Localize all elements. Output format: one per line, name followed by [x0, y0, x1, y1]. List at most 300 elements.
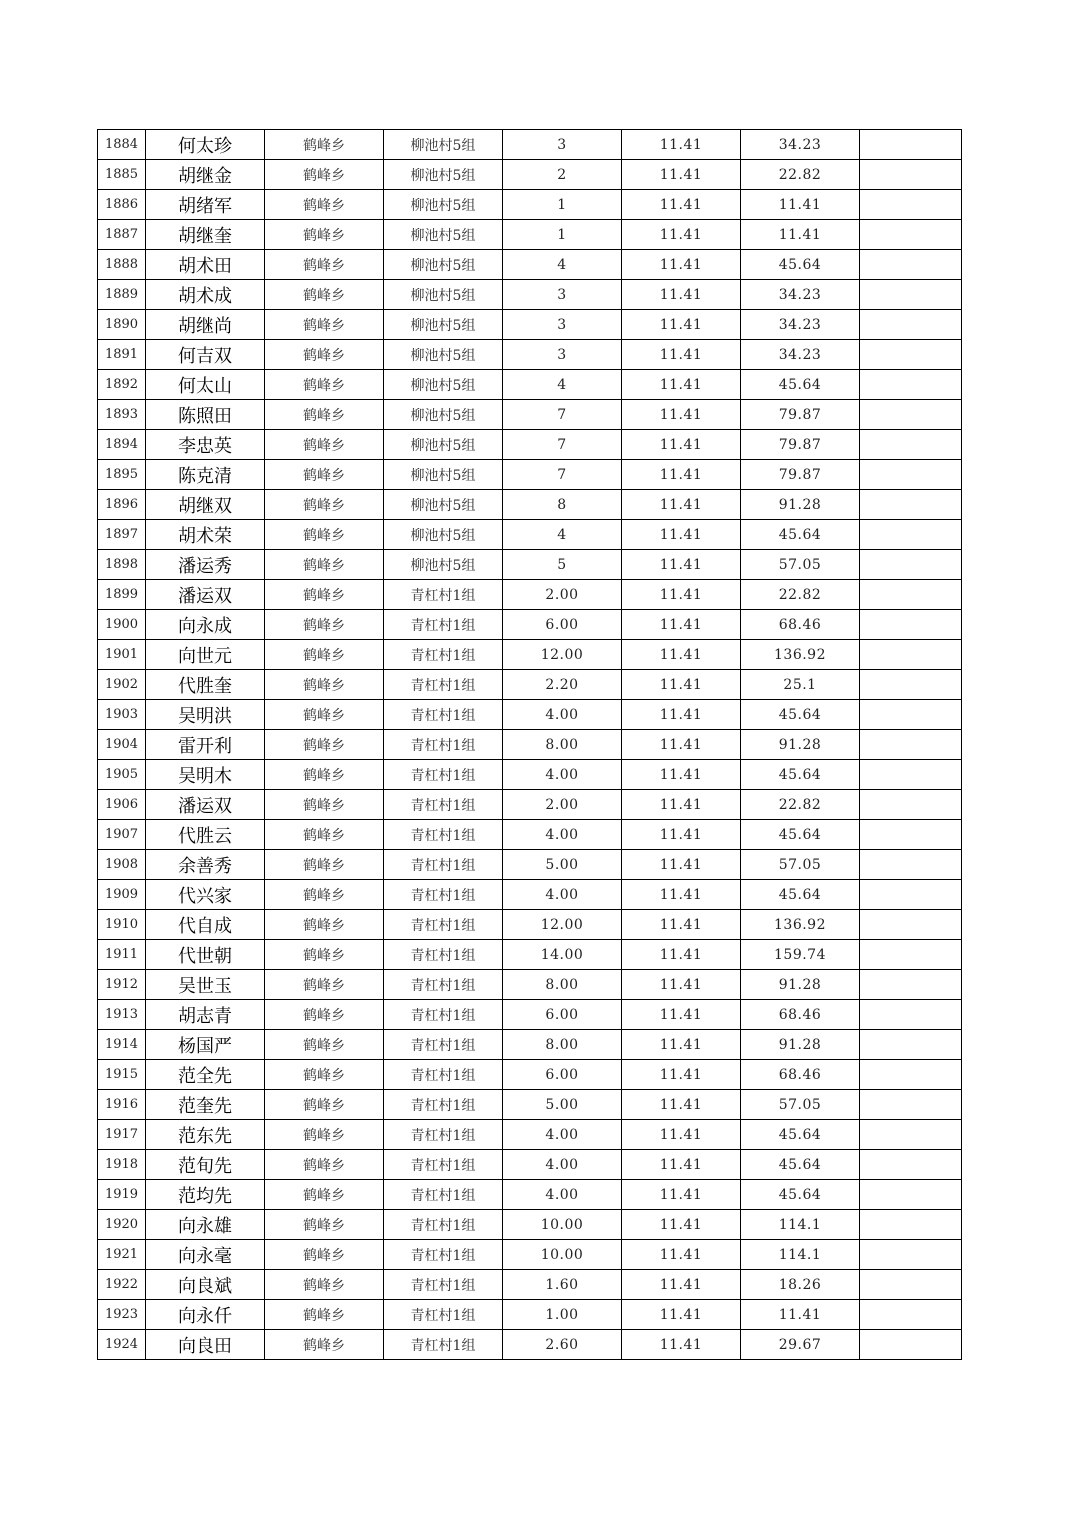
row-number-cell: 1901 [98, 640, 146, 670]
name-cell: 向永雄 [146, 1210, 265, 1240]
row-number-cell: 1900 [98, 610, 146, 640]
quantity-cell: 3 [503, 130, 622, 160]
rate-cell: 11.41 [622, 940, 741, 970]
table-row [98, 340, 962, 370]
note-cell [860, 580, 962, 610]
quantity-cell: 10.00 [503, 1240, 622, 1270]
village-group-cell: 柳池村5组 [384, 190, 503, 220]
rate-cell: 11.41 [622, 1240, 741, 1270]
note-cell [860, 790, 962, 820]
table-row [98, 1240, 962, 1270]
village-group-cell: 柳池村5组 [384, 310, 503, 340]
row-number-cell: 1893 [98, 400, 146, 430]
row-number-cell: 1896 [98, 490, 146, 520]
name-cell: 代世朝 [146, 940, 265, 970]
row-number-cell: 1889 [98, 280, 146, 310]
table-row [98, 400, 962, 430]
village-group-cell: 青杠村1组 [384, 1330, 503, 1360]
table-row [98, 610, 962, 640]
rate-cell: 11.41 [622, 430, 741, 460]
rate-cell: 11.41 [622, 190, 741, 220]
village-group-cell: 青杠村1组 [384, 1180, 503, 1210]
name-cell: 代胜云 [146, 820, 265, 850]
row-number-cell: 1884 [98, 130, 146, 160]
quantity-cell: 2.00 [503, 790, 622, 820]
row-number-cell: 1888 [98, 250, 146, 280]
rate-cell: 11.41 [622, 1270, 741, 1300]
name-cell: 杨国严 [146, 1030, 265, 1060]
amount-cell: 45.64 [741, 700, 860, 730]
amount-cell: 29.67 [741, 1330, 860, 1360]
amount-cell: 34.23 [741, 340, 860, 370]
row-number-cell: 1885 [98, 160, 146, 190]
rate-cell: 11.41 [622, 490, 741, 520]
note-cell [860, 1150, 962, 1180]
row-number-cell: 1907 [98, 820, 146, 850]
quantity-cell: 5.00 [503, 1090, 622, 1120]
quantity-cell: 3 [503, 280, 622, 310]
amount-cell: 45.64 [741, 1150, 860, 1180]
row-number-cell: 1904 [98, 730, 146, 760]
quantity-cell: 4.00 [503, 760, 622, 790]
quantity-cell: 4 [503, 250, 622, 280]
village-group-cell: 青杠村1组 [384, 1270, 503, 1300]
row-number-cell: 1905 [98, 760, 146, 790]
rate-cell: 11.41 [622, 820, 741, 850]
township-cell: 鹤峰乡 [265, 880, 384, 910]
quantity-cell: 10.00 [503, 1210, 622, 1240]
table-row [98, 1060, 962, 1090]
note-cell [860, 940, 962, 970]
village-group-cell: 青杠村1组 [384, 1120, 503, 1150]
township-cell: 鹤峰乡 [265, 730, 384, 760]
table-row [98, 820, 962, 850]
row-number-cell: 1914 [98, 1030, 146, 1060]
township-cell: 鹤峰乡 [265, 550, 384, 580]
rate-cell: 11.41 [622, 850, 741, 880]
township-cell: 鹤峰乡 [265, 190, 384, 220]
table-row [98, 160, 962, 190]
row-number-cell: 1899 [98, 580, 146, 610]
name-cell: 胡术荣 [146, 520, 265, 550]
rate-cell: 11.41 [622, 1120, 741, 1150]
note-cell [860, 1300, 962, 1330]
table-row [98, 670, 962, 700]
rate-cell: 11.41 [622, 550, 741, 580]
note-cell [860, 1120, 962, 1150]
name-cell: 范旬先 [146, 1150, 265, 1180]
table-row [98, 1180, 962, 1210]
note-cell [860, 970, 962, 1000]
township-cell: 鹤峰乡 [265, 310, 384, 340]
township-cell: 鹤峰乡 [265, 670, 384, 700]
name-cell: 向世元 [146, 640, 265, 670]
village-group-cell: 青杠村1组 [384, 700, 503, 730]
note-cell [860, 280, 962, 310]
amount-cell: 79.87 [741, 460, 860, 490]
quantity-cell: 8.00 [503, 970, 622, 1000]
row-number-cell: 1897 [98, 520, 146, 550]
township-cell: 鹤峰乡 [265, 130, 384, 160]
row-number-cell: 1920 [98, 1210, 146, 1240]
rate-cell: 11.41 [622, 1090, 741, 1120]
table-body [98, 130, 962, 1360]
table-row [98, 1090, 962, 1120]
name-cell: 向良斌 [146, 1270, 265, 1300]
quantity-cell: 4.00 [503, 820, 622, 850]
amount-cell: 91.28 [741, 970, 860, 1000]
note-cell [860, 1210, 962, 1240]
rate-cell: 11.41 [622, 580, 741, 610]
rate-cell: 11.41 [622, 1030, 741, 1060]
table-row [98, 1330, 962, 1360]
rate-cell: 11.41 [622, 1180, 741, 1210]
rate-cell: 11.41 [622, 220, 741, 250]
note-cell [860, 220, 962, 250]
township-cell: 鹤峰乡 [265, 430, 384, 460]
township-cell: 鹤峰乡 [265, 370, 384, 400]
table-row [98, 790, 962, 820]
table-row [98, 940, 962, 970]
village-group-cell: 青杠村1组 [384, 1090, 503, 1120]
amount-cell: 114.1 [741, 1210, 860, 1240]
township-cell: 鹤峰乡 [265, 1150, 384, 1180]
note-cell [860, 460, 962, 490]
note-cell [860, 1030, 962, 1060]
name-cell: 余善秀 [146, 850, 265, 880]
quantity-cell: 4.00 [503, 1120, 622, 1150]
rate-cell: 11.41 [622, 520, 741, 550]
note-cell [860, 340, 962, 370]
township-cell: 鹤峰乡 [265, 400, 384, 430]
table-row [98, 1030, 962, 1060]
amount-cell: 45.64 [741, 370, 860, 400]
quantity-cell: 6.00 [503, 1060, 622, 1090]
township-cell: 鹤峰乡 [265, 760, 384, 790]
village-group-cell: 青杠村1组 [384, 730, 503, 760]
name-cell: 吴世玉 [146, 970, 265, 1000]
table-row [98, 550, 962, 580]
quantity-cell: 12.00 [503, 910, 622, 940]
row-number-cell: 1910 [98, 910, 146, 940]
amount-cell: 34.23 [741, 310, 860, 340]
village-group-cell: 青杠村1组 [384, 880, 503, 910]
township-cell: 鹤峰乡 [265, 1090, 384, 1120]
name-cell: 代自成 [146, 910, 265, 940]
township-cell: 鹤峰乡 [265, 490, 384, 520]
note-cell [860, 1000, 962, 1030]
subsidy-table [97, 129, 962, 1360]
village-group-cell: 青杠村1组 [384, 970, 503, 1000]
table-row [98, 910, 962, 940]
table-row [98, 1150, 962, 1180]
village-group-cell: 柳池村5组 [384, 250, 503, 280]
table-row [98, 310, 962, 340]
note-cell [860, 1330, 962, 1360]
row-number-cell: 1886 [98, 190, 146, 220]
quantity-cell: 2.00 [503, 580, 622, 610]
amount-cell: 57.05 [741, 550, 860, 580]
amount-cell: 45.64 [741, 820, 860, 850]
name-cell: 范均先 [146, 1180, 265, 1210]
rate-cell: 11.41 [622, 400, 741, 430]
village-group-cell: 青杠村1组 [384, 1060, 503, 1090]
rate-cell: 11.41 [622, 670, 741, 700]
row-number-cell: 1898 [98, 550, 146, 580]
rate-cell: 11.41 [622, 250, 741, 280]
note-cell [860, 1060, 962, 1090]
row-number-cell: 1923 [98, 1300, 146, 1330]
rate-cell: 11.41 [622, 700, 741, 730]
amount-cell: 45.64 [741, 250, 860, 280]
amount-cell: 22.82 [741, 160, 860, 190]
village-group-cell: 柳池村5组 [384, 130, 503, 160]
township-cell: 鹤峰乡 [265, 970, 384, 1000]
quantity-cell: 4 [503, 520, 622, 550]
rate-cell: 11.41 [622, 970, 741, 1000]
name-cell: 陈照田 [146, 400, 265, 430]
row-number-cell: 1892 [98, 370, 146, 400]
note-cell [860, 1180, 962, 1210]
quantity-cell: 3 [503, 340, 622, 370]
quantity-cell: 7 [503, 400, 622, 430]
name-cell: 范东先 [146, 1120, 265, 1150]
row-number-cell: 1922 [98, 1270, 146, 1300]
row-number-cell: 1916 [98, 1090, 146, 1120]
row-number-cell: 1902 [98, 670, 146, 700]
village-group-cell: 柳池村5组 [384, 340, 503, 370]
amount-cell: 45.64 [741, 520, 860, 550]
rate-cell: 11.41 [622, 280, 741, 310]
rate-cell: 11.41 [622, 1330, 741, 1360]
quantity-cell: 5.00 [503, 850, 622, 880]
note-cell [860, 370, 962, 400]
township-cell: 鹤峰乡 [265, 820, 384, 850]
rate-cell: 11.41 [622, 880, 741, 910]
village-group-cell: 青杠村1组 [384, 1150, 503, 1180]
table-row [98, 220, 962, 250]
village-group-cell: 青杠村1组 [384, 1000, 503, 1030]
amount-cell: 57.05 [741, 850, 860, 880]
row-number-cell: 1924 [98, 1330, 146, 1360]
village-group-cell: 柳池村5组 [384, 280, 503, 310]
township-cell: 鹤峰乡 [265, 640, 384, 670]
note-cell [860, 550, 962, 580]
village-group-cell: 柳池村5组 [384, 220, 503, 250]
township-cell: 鹤峰乡 [265, 1330, 384, 1360]
quantity-cell: 4.00 [503, 880, 622, 910]
name-cell: 潘运秀 [146, 550, 265, 580]
row-number-cell: 1903 [98, 700, 146, 730]
quantity-cell: 2.20 [503, 670, 622, 700]
amount-cell: 79.87 [741, 430, 860, 460]
amount-cell: 34.23 [741, 280, 860, 310]
table-row [98, 1270, 962, 1300]
row-number-cell: 1891 [98, 340, 146, 370]
table-row [98, 1210, 962, 1240]
name-cell: 向永毫 [146, 1240, 265, 1270]
row-number-cell: 1918 [98, 1150, 146, 1180]
village-group-cell: 柳池村5组 [384, 520, 503, 550]
amount-cell: 136.92 [741, 640, 860, 670]
table-row [98, 580, 962, 610]
township-cell: 鹤峰乡 [265, 1000, 384, 1030]
township-cell: 鹤峰乡 [265, 250, 384, 280]
rate-cell: 11.41 [622, 1210, 741, 1240]
table-row [98, 640, 962, 670]
row-number-cell: 1909 [98, 880, 146, 910]
row-number-cell: 1919 [98, 1180, 146, 1210]
quantity-cell: 3 [503, 310, 622, 340]
amount-cell: 57.05 [741, 1090, 860, 1120]
quantity-cell: 6.00 [503, 610, 622, 640]
rate-cell: 11.41 [622, 370, 741, 400]
township-cell: 鹤峰乡 [265, 1300, 384, 1330]
name-cell: 向永成 [146, 610, 265, 640]
rate-cell: 11.41 [622, 130, 741, 160]
amount-cell: 22.82 [741, 790, 860, 820]
note-cell [860, 430, 962, 460]
township-cell: 鹤峰乡 [265, 1180, 384, 1210]
note-cell [860, 640, 962, 670]
row-number-cell: 1912 [98, 970, 146, 1000]
note-cell [860, 160, 962, 190]
amount-cell: 18.26 [741, 1270, 860, 1300]
name-cell: 向良田 [146, 1330, 265, 1360]
quantity-cell: 6.00 [503, 1000, 622, 1030]
note-cell [860, 1240, 962, 1270]
note-cell [860, 520, 962, 550]
name-cell: 李忠英 [146, 430, 265, 460]
name-cell: 向永仟 [146, 1300, 265, 1330]
amount-cell: 91.28 [741, 490, 860, 520]
village-group-cell: 柳池村5组 [384, 460, 503, 490]
township-cell: 鹤峰乡 [265, 340, 384, 370]
quantity-cell: 7 [503, 460, 622, 490]
quantity-cell: 14.00 [503, 940, 622, 970]
table-row [98, 760, 962, 790]
village-group-cell: 青杠村1组 [384, 940, 503, 970]
name-cell: 胡术田 [146, 250, 265, 280]
table-row [98, 850, 962, 880]
village-group-cell: 柳池村5组 [384, 430, 503, 460]
table-row [98, 1120, 962, 1150]
note-cell [860, 610, 962, 640]
township-cell: 鹤峰乡 [265, 850, 384, 880]
rate-cell: 11.41 [622, 760, 741, 790]
amount-cell: 136.92 [741, 910, 860, 940]
row-number-cell: 1906 [98, 790, 146, 820]
amount-cell: 114.1 [741, 1240, 860, 1270]
quantity-cell: 1.60 [503, 1270, 622, 1300]
rate-cell: 11.41 [622, 310, 741, 340]
township-cell: 鹤峰乡 [265, 610, 384, 640]
township-cell: 鹤峰乡 [265, 220, 384, 250]
name-cell: 胡志青 [146, 1000, 265, 1030]
rate-cell: 11.41 [622, 910, 741, 940]
village-group-cell: 青杠村1组 [384, 1030, 503, 1060]
quantity-cell: 4.00 [503, 1180, 622, 1210]
township-cell: 鹤峰乡 [265, 910, 384, 940]
rate-cell: 11.41 [622, 790, 741, 820]
name-cell: 胡绪军 [146, 190, 265, 220]
table-row [98, 730, 962, 760]
rate-cell: 11.41 [622, 610, 741, 640]
quantity-cell: 5 [503, 550, 622, 580]
name-cell: 何太珍 [146, 130, 265, 160]
village-group-cell: 青杠村1组 [384, 580, 503, 610]
amount-cell: 45.64 [741, 1180, 860, 1210]
name-cell: 代兴家 [146, 880, 265, 910]
amount-cell: 68.46 [741, 1060, 860, 1090]
village-group-cell: 柳池村5组 [384, 550, 503, 580]
township-cell: 鹤峰乡 [265, 1030, 384, 1060]
amount-cell: 11.41 [741, 190, 860, 220]
amount-cell: 45.64 [741, 760, 860, 790]
rate-cell: 11.41 [622, 1060, 741, 1090]
name-cell: 胡继奎 [146, 220, 265, 250]
rate-cell: 11.41 [622, 160, 741, 190]
village-group-cell: 柳池村5组 [384, 490, 503, 520]
note-cell [860, 400, 962, 430]
table-row [98, 490, 962, 520]
township-cell: 鹤峰乡 [265, 1270, 384, 1300]
table-row [98, 700, 962, 730]
note-cell [860, 130, 962, 160]
rate-cell: 11.41 [622, 640, 741, 670]
name-cell: 胡继双 [146, 490, 265, 520]
amount-cell: 91.28 [741, 1030, 860, 1060]
note-cell [860, 1270, 962, 1300]
amount-cell: 25.1 [741, 670, 860, 700]
quantity-cell: 4.00 [503, 1150, 622, 1180]
quantity-cell: 1 [503, 220, 622, 250]
quantity-cell: 12.00 [503, 640, 622, 670]
quantity-cell: 7 [503, 430, 622, 460]
amount-cell: 79.87 [741, 400, 860, 430]
row-number-cell: 1895 [98, 460, 146, 490]
rate-cell: 11.41 [622, 460, 741, 490]
township-cell: 鹤峰乡 [265, 1120, 384, 1150]
village-group-cell: 柳池村5组 [384, 160, 503, 190]
amount-cell: 11.41 [741, 220, 860, 250]
village-group-cell: 青杠村1组 [384, 790, 503, 820]
table-row [98, 130, 962, 160]
note-cell [860, 700, 962, 730]
row-number-cell: 1890 [98, 310, 146, 340]
note-cell [860, 670, 962, 700]
amount-cell: 68.46 [741, 610, 860, 640]
amount-cell: 45.64 [741, 880, 860, 910]
table-row [98, 1300, 962, 1330]
township-cell: 鹤峰乡 [265, 1240, 384, 1270]
table-row [98, 250, 962, 280]
village-group-cell: 青杠村1组 [384, 760, 503, 790]
table-row [98, 1000, 962, 1030]
name-cell: 何太山 [146, 370, 265, 400]
quantity-cell: 1 [503, 190, 622, 220]
name-cell: 吴明木 [146, 760, 265, 790]
rate-cell: 11.41 [622, 1000, 741, 1030]
name-cell: 吴明洪 [146, 700, 265, 730]
note-cell [860, 190, 962, 220]
table-row [98, 970, 962, 1000]
note-cell [860, 760, 962, 790]
amount-cell: 11.41 [741, 1300, 860, 1330]
village-group-cell: 青杠村1组 [384, 610, 503, 640]
name-cell: 代胜奎 [146, 670, 265, 700]
name-cell: 雷开利 [146, 730, 265, 760]
